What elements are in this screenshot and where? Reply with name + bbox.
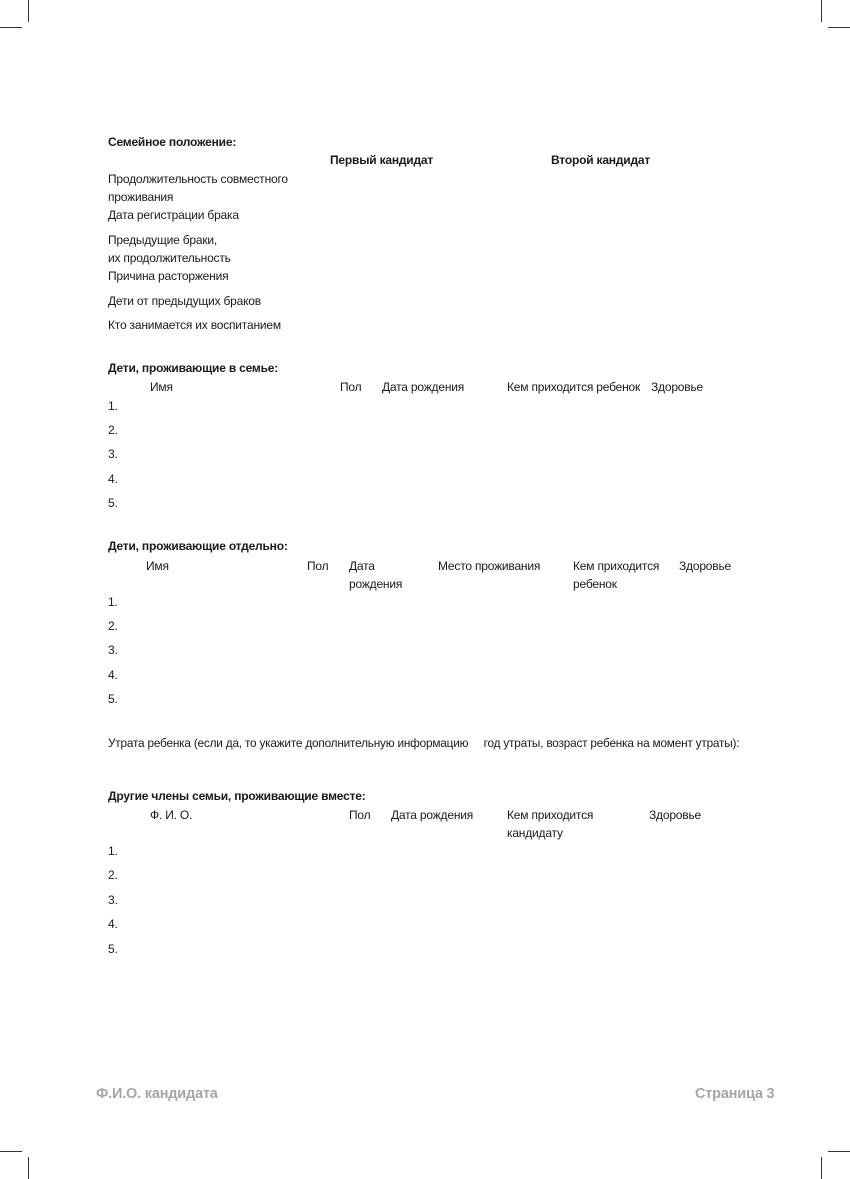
- footer-candidate-name: Ф.И.О. кандидата: [96, 1086, 218, 1102]
- col-relation: ребенок: [573, 577, 617, 591]
- col-relation: Кем приходится: [507, 808, 594, 822]
- section-title: Дети, проживающие в семье:: [108, 361, 279, 375]
- row-number: 3.: [108, 893, 118, 907]
- row-label: Продолжительность совместного: [108, 172, 288, 186]
- col-place: Место проживания: [438, 559, 541, 573]
- row-number: 1.: [108, 595, 118, 609]
- section-title: Семейное положение:: [108, 135, 237, 149]
- row-label: Причина расторжения: [108, 269, 229, 283]
- row-number: 4.: [108, 668, 118, 682]
- row-number: 2.: [108, 619, 118, 633]
- row-label: проживания: [108, 190, 174, 204]
- section-title: Дети, проживающие отдельно:: [108, 539, 288, 553]
- col-relation: кандидату: [507, 826, 563, 840]
- col-name: Имя: [150, 380, 173, 394]
- col-birth: Дата рождения: [382, 380, 465, 394]
- second-candidate-header: Второй кандидат: [551, 153, 651, 167]
- col-birth: Дата: [349, 559, 375, 573]
- row-number: 2.: [108, 423, 118, 437]
- col-sex: Пол: [307, 559, 329, 573]
- col-relation: Кем приходится ребенок: [507, 380, 641, 394]
- crop-mark: [821, 1157, 822, 1179]
- row-number: 1.: [108, 844, 118, 858]
- row-number: 3.: [108, 447, 118, 461]
- col-health: Здоровье: [649, 808, 701, 822]
- col-relation: Кем приходится: [573, 559, 660, 573]
- row-label: Предыдущие браки,: [108, 233, 218, 247]
- crop-mark: [28, 1157, 29, 1179]
- col-health: Здоровье: [679, 559, 731, 573]
- crop-mark: [0, 27, 22, 28]
- row-label: их продолжительность: [108, 251, 231, 265]
- row-number: 5.: [108, 692, 118, 706]
- row-number: 5.: [108, 942, 118, 956]
- col-sex: Пол: [349, 808, 371, 822]
- row-number: 4.: [108, 917, 118, 931]
- footer-page-number: Страница 3: [695, 1086, 775, 1102]
- crop-mark: [0, 1151, 22, 1152]
- col-name: Ф. И. О.: [150, 808, 193, 822]
- row-number: 5.: [108, 496, 118, 510]
- crop-mark: [28, 0, 29, 22]
- col-health: Здоровье: [651, 380, 703, 394]
- row-label: Дата регистрации брака: [108, 208, 239, 222]
- child-loss-text: Утрата ребенка (если да, то укажите дополнительную информацию год утраты, возраст ребенка на момент утраты):: [108, 736, 740, 750]
- row-number: 4.: [108, 472, 118, 486]
- row-number: 2.: [108, 868, 118, 882]
- crop-mark: [821, 0, 822, 22]
- col-sex: Пол: [340, 380, 362, 394]
- crop-mark: [828, 1151, 850, 1152]
- row-label: Кто занимается их воспитанием: [108, 318, 281, 332]
- first-candidate-header: Первый кандидат: [330, 153, 434, 167]
- col-birth: Дата рождения: [391, 808, 474, 822]
- section-title: Другие члены семьи, проживающие вместе:: [108, 789, 366, 803]
- row-label: Дети от предыдущих браков: [108, 294, 261, 308]
- col-birth: рождения: [349, 577, 403, 591]
- row-number: 1.: [108, 399, 118, 413]
- col-name: Имя: [146, 559, 169, 573]
- crop-mark: [828, 27, 850, 28]
- row-number: 3.: [108, 643, 118, 657]
